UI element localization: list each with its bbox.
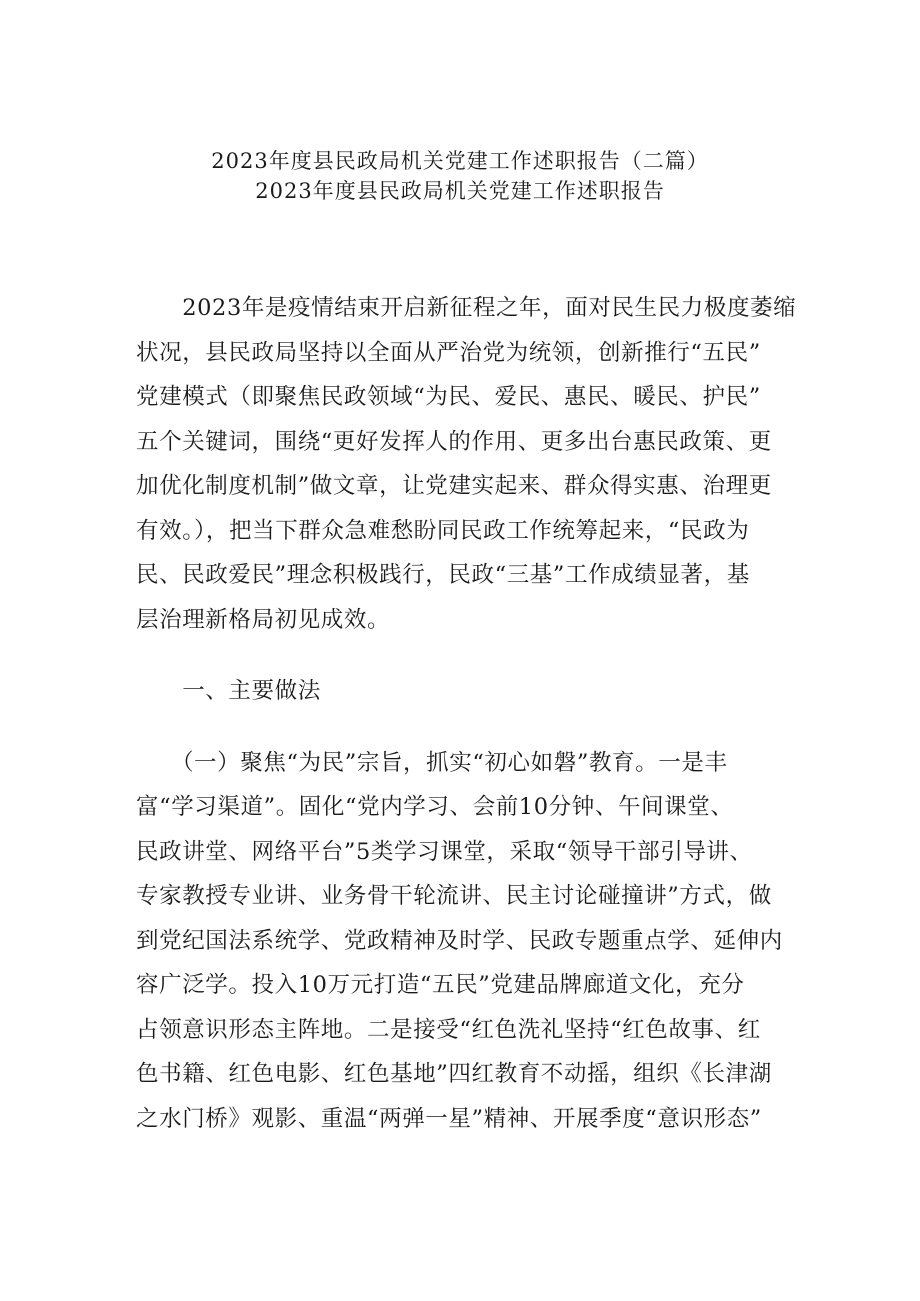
text-line: 状况，县民政局坚持以全面从严治党为统领，创新推行“五民” [136,339,761,366]
text-line: 层治理新格局初见成效。 [136,606,391,633]
paragraph-gap [136,714,788,741]
document-subtitle: 2023年度县民政局机关党建工作述职报告 [255,179,665,203]
text-line: 加优化制度机制”做文章，让党建实起来、群众得实惠、治理更 [136,473,772,499]
text-line: （一）聚焦“为民”宗旨，抓实“初心如磐”教育。一是丰 [136,749,728,776]
text-line: 2023年是疫情结束开启新征程之年，面对民生民力极度萎缩 [136,295,797,321]
section-heading: 一、主要做法 [136,678,321,704]
text-line: 占领意识形态主阵地。二是接受“红色洗礼坚持“红色故事、红 [136,1016,761,1043]
paragraph-gap [136,642,788,669]
document-body [136,286,797,1141]
text-line: 民政讲堂、网络平台”5类学习课堂，采取“领导干部引导讲、 [136,838,753,865]
document-title: 2023年度县民政局机关党建工作述职报告（二篇） [211,149,709,173]
text-line: 党建模式（即聚焦民政领域“为民、爱民、惠民、暖民、护民” [136,384,761,410]
text-line: 到党纪国法系统学、党政精神及时学、民政专题重点学、延伸内 [136,927,783,954]
title-block [0,146,920,206]
text-line: 专家教授专业讲、业务骨干轮流讲、民主讨论碰撞讲”方式，做 [136,883,772,909]
paragraph-intro [136,286,797,642]
text-line: 色书籍、红色电影、红色基地”四红教育不动摇，组织《长津湖 [136,1061,772,1087]
text-line: 五个关键词，围绕“更好发挥人的作用、更多出台惠民政策、更 [136,428,772,455]
text-line: 容广泛学。投入10万元打造“五民”党建品牌廊道文化，充分 [136,972,745,998]
text-line: 民、民政爱民”理念积极践行，民政“三基”工作成绩显著，基 [136,562,750,588]
text-line: 有效。），把当下群众急难愁盼同民政工作统筹起来，“民政为 [136,517,750,544]
paragraph-practice [136,741,788,1142]
text-line: 富“学习渠道”。固化“党内学习、会前10分钟、午间课堂、 [136,794,734,820]
text-line: 之水门桥》观影、重温“两弹一星”精神、开展季度“意识形态” [136,1105,762,1132]
